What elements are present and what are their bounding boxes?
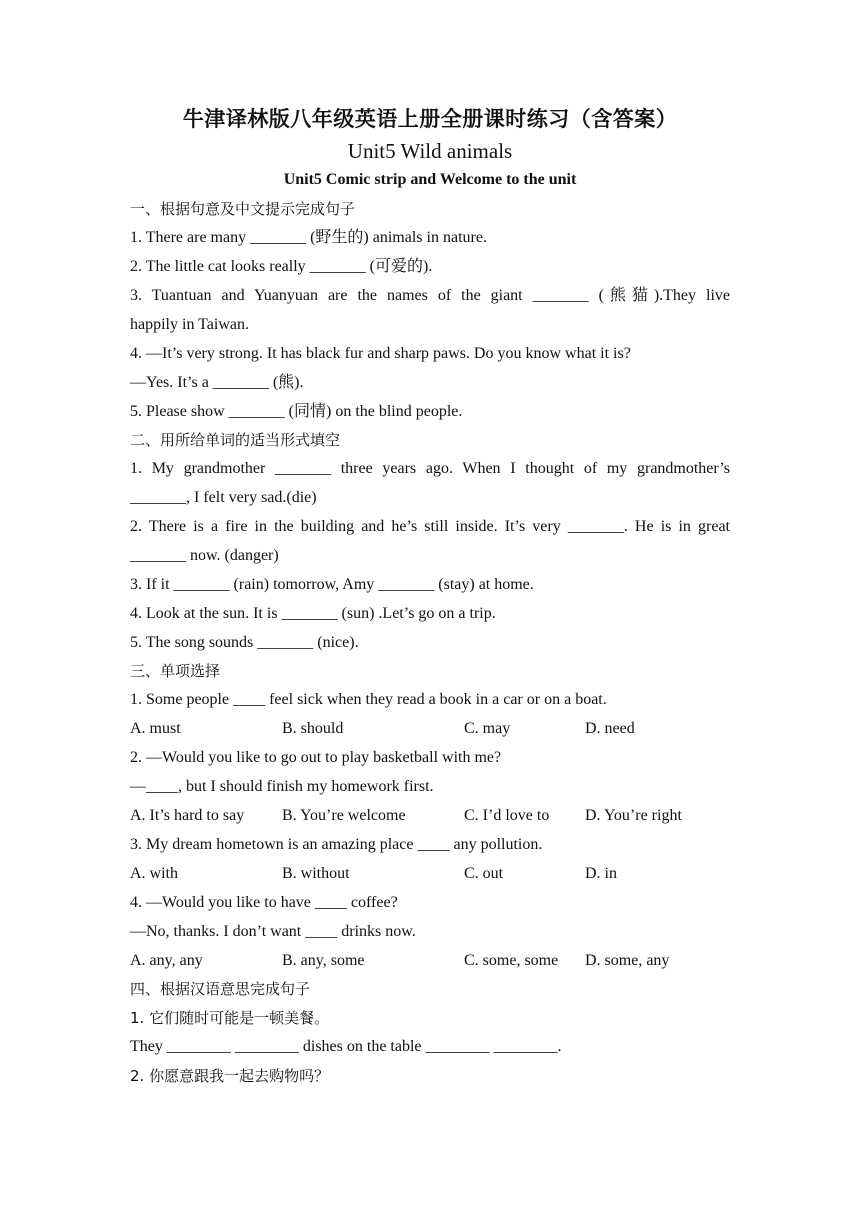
option-a: A. must [130, 720, 181, 737]
s2-question-3: 3. If it _______ (rain) tomorrow, Amy _______ (stay) at home. [130, 576, 534, 593]
option-d: D. in [585, 865, 617, 882]
document-title: 牛津译林版八年级英语上册全册课时练习（含答案） [182, 107, 678, 131]
s2-question-4: 4. Look at the sun. It is _______ (sun) .Let’s go on a trip. [130, 605, 496, 622]
option-b: B. should [282, 720, 344, 737]
s1-question-4-line2: —Yes. It’s a _______ (熊). [130, 374, 304, 391]
s1-question-4-line1: 4. —It’s very strong. It has black fur and sharp paws. Do you know what it is? [130, 345, 631, 362]
s2-question-2-line2: _______ now. (danger) [130, 547, 279, 564]
option-d: D. You’re right [585, 807, 682, 824]
option-c: C. out [464, 865, 504, 882]
s3-question-1-options [130, 717, 730, 741]
s1-question-1: 1. There are many _______ (野生的) animals in nature. [130, 229, 487, 246]
s4-question-2-chinese: 2. 你愿意跟我一起去购物吗？ [130, 1067, 330, 1085]
s3-question-1-stem: 1. Some people ____ feel sick when they read a book in a car or on a boat. [130, 691, 607, 708]
section4-heading: 四、根据汉语意思完成句子 [130, 980, 311, 998]
s2-question-1-line1: 1. My grandmother _______ three years ago. When I thought of my grandmother’s [130, 460, 730, 477]
s1-question-5: 5. Please show _______ (同情) on the blind people. [130, 403, 463, 420]
s3-question-2-options [130, 804, 730, 828]
option-c: C. some, some [464, 952, 559, 969]
s1-question-3-line2: happily in Taiwan. [130, 316, 250, 333]
s3-question-4-options [130, 949, 730, 973]
option-d: D. need [585, 720, 635, 737]
s4-question-1-english: They ________ ________ dishes on the table ________ ________. [130, 1038, 562, 1055]
option-a: A. any, any [130, 952, 203, 969]
unit-heading: Unit5 Comic strip and Welcome to the unit [283, 171, 577, 188]
option-b: B. any, some [282, 952, 365, 969]
s3-question-3-stem: 3. My dream hometown is an amazing place ____ any pollution. [130, 836, 543, 853]
document-subtitle: Unit5 Wild animals [347, 139, 513, 163]
section2-heading: 二、用所给单词的适当形式填空 [130, 431, 341, 449]
s3-question-2-stem: 2. —Would you like to go out to play basketball with me? [130, 749, 502, 766]
option-a: A. with [130, 865, 178, 882]
s2-question-1-line2: _______, I felt very sad.(die) [130, 489, 317, 506]
s1-question-3-line1: 3. Tuantuan and Yuanyuan are the names of the giant _______ (熊猫).They live [130, 287, 730, 304]
option-b: B. without [282, 865, 350, 882]
s3-question-4-stem: 4. —Would you like to have ____ coffee? [130, 894, 398, 911]
option-b: B. You’re welcome [282, 807, 406, 824]
option-c: C. I’d love to [464, 807, 550, 824]
option-c: C. may [464, 720, 511, 737]
section1-heading: 一、根据句意及中文提示完成句子 [130, 200, 356, 218]
option-d: D. some, any [585, 952, 670, 969]
s2-question-5: 5. The song sounds _______ (nice). [130, 634, 359, 651]
s3-question-2-stem2: —____, but I should finish my homework first. [130, 778, 434, 795]
option-a: A. It’s hard to say [130, 807, 245, 824]
s2-question-2-line1: 2. There is a fire in the building and he’s still inside. It’s very _______. He is in great [130, 518, 730, 535]
s3-question-3-options [130, 862, 730, 886]
s4-question-1-chinese: 1. 它们随时可能是一顿美餐。 [130, 1009, 330, 1027]
s3-question-4-stem2: —No, thanks. I don’t want ____ drinks now. [130, 923, 416, 940]
section3-heading: 三、单项选择 [130, 662, 221, 680]
s1-question-2: 2. The little cat looks really _______ (可爱的). [130, 258, 433, 275]
